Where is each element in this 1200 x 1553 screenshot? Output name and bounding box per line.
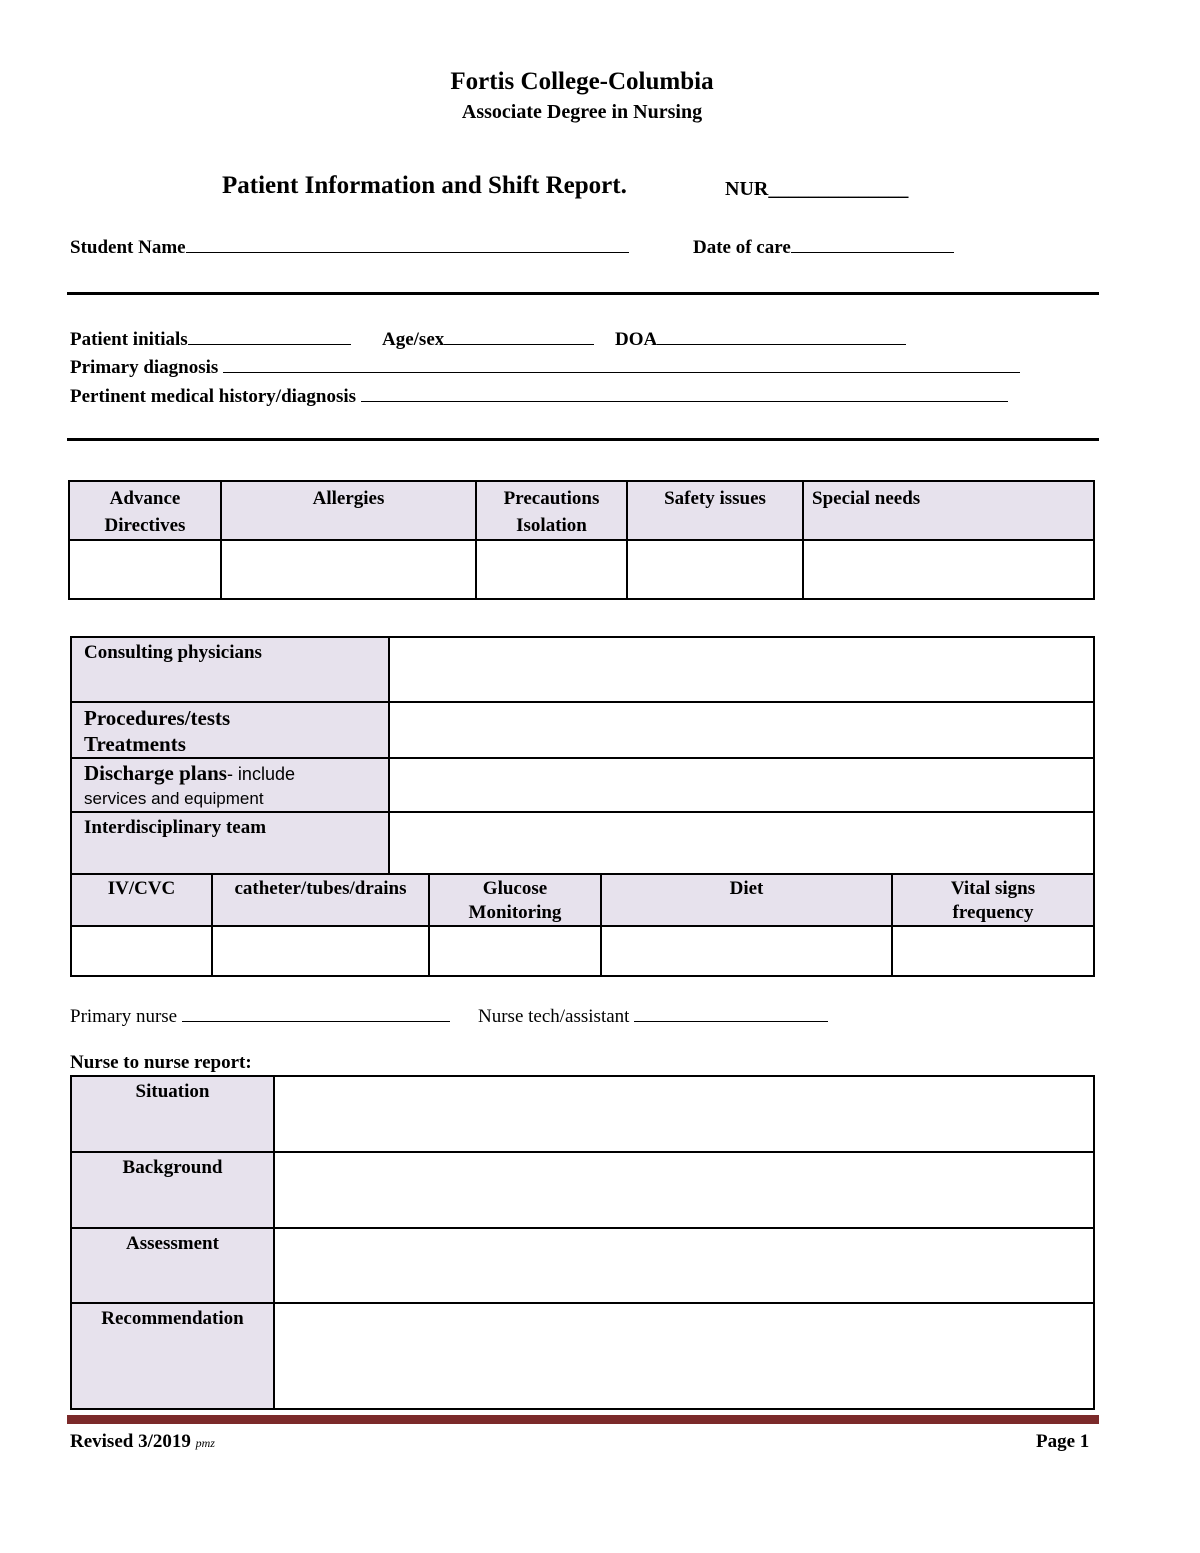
precautions-cell[interactable] — [476, 540, 627, 599]
student-name-blank[interactable] — [186, 234, 629, 253]
program-name: Associate Degree in Nursing — [461, 101, 703, 123]
medical-history-field[interactable] — [70, 383, 1008, 408]
section-divider — [67, 438, 1099, 441]
age-sex-field[interactable] — [382, 326, 594, 351]
footer-bar — [67, 1415, 1099, 1424]
procedures-cell[interactable] — [389, 702, 1094, 758]
header-iv-cvc: IV/CVC — [71, 874, 212, 926]
header-precautions: Precautions Isolation — [476, 481, 627, 540]
discharge-plans-label: Discharge plans- include services and equipment — [71, 758, 389, 812]
catheter-cell[interactable] — [212, 926, 429, 976]
advance-directives-cell[interactable] — [69, 540, 221, 599]
vital-signs-cell[interactable] — [892, 926, 1094, 976]
nurse-tech-blank[interactable] — [634, 1003, 828, 1022]
student-name-field[interactable] — [70, 234, 629, 259]
consulting-physicians-cell[interactable] — [389, 637, 1094, 702]
header-special-needs: Special needs — [803, 481, 1094, 540]
sbar-report-table — [70, 1075, 1095, 1410]
background-label: Background — [71, 1152, 274, 1228]
consulting-physicians-label: Consulting physicians — [71, 637, 389, 702]
special-needs-cell[interactable] — [803, 540, 1094, 599]
situation-label: Situation — [71, 1076, 274, 1152]
background-cell[interactable] — [274, 1152, 1094, 1228]
header-glucose: Glucose Monitoring — [429, 874, 601, 926]
recommendation-label: Recommendation — [71, 1303, 274, 1409]
header-advance-directives: Advance Directives — [69, 481, 221, 540]
patient-initials-label: Patient initials — [70, 329, 188, 350]
doa-blank[interactable] — [657, 326, 906, 345]
discharge-plans-cell[interactable] — [389, 758, 1094, 812]
college-name: Fortis College-Columbia — [450, 68, 714, 95]
care-coordination-table — [70, 636, 1095, 877]
situation-cell[interactable] — [274, 1076, 1094, 1152]
header-diet: Diet — [601, 874, 892, 926]
page-number: Page 1 — [1036, 1431, 1090, 1452]
diet-cell[interactable] — [601, 926, 892, 976]
course-number-field[interactable]: NUR______________ — [725, 178, 909, 200]
header-safety-issues: Safety issues — [627, 481, 803, 540]
safety-issues-cell[interactable] — [627, 540, 803, 599]
primary-diagnosis-field[interactable] — [70, 354, 1020, 379]
student-name-label: Student Name — [70, 237, 186, 258]
age-sex-blank[interactable] — [444, 326, 594, 345]
date-of-care-blank[interactable] — [791, 234, 954, 253]
assessment-label: Assessment — [71, 1228, 274, 1303]
primary-nurse-blank[interactable] — [182, 1003, 450, 1022]
age-sex-label: Age/sex — [382, 329, 445, 350]
primary-diagnosis-blank[interactable] — [223, 354, 1020, 373]
allergies-cell[interactable] — [221, 540, 476, 599]
interdisciplinary-label: Interdisciplinary team — [71, 812, 389, 876]
care-details-table — [70, 873, 1095, 977]
patient-needs-table — [68, 480, 1095, 600]
primary-nurse-field[interactable] — [70, 1003, 450, 1028]
glucose-cell[interactable] — [429, 926, 601, 976]
revision-date: Revised 3/2019 — [70, 1431, 191, 1452]
primary-diagnosis-label: Primary diagnosis — [70, 357, 219, 378]
header-allergies: Allergies — [221, 481, 476, 540]
medical-history-blank[interactable] — [361, 383, 1008, 402]
section-divider — [67, 292, 1099, 295]
revision-note — [70, 1431, 215, 1453]
assessment-cell[interactable] — [274, 1228, 1094, 1303]
date-of-care-label: Date of care — [693, 237, 791, 258]
patient-initials-blank[interactable] — [188, 326, 351, 345]
nurse-tech-label: Nurse tech/assistant — [478, 1006, 630, 1027]
revision-initials: pmz — [195, 1436, 215, 1450]
doa-field[interactable] — [615, 326, 906, 351]
doa-label: DOA — [615, 329, 658, 350]
report-title: Nurse to nurse report: — [70, 1052, 252, 1073]
header-vital-signs: Vital signs frequency — [892, 874, 1094, 926]
medical-history-label: Pertinent medical history/diagnosis — [70, 386, 357, 407]
patient-initials-field[interactable] — [70, 326, 351, 351]
recommendation-cell[interactable] — [274, 1303, 1094, 1409]
iv-cvc-cell[interactable] — [71, 926, 212, 976]
form-title: Patient Information and Shift Report. — [222, 172, 627, 199]
header-catheter: catheter/tubes/drains — [212, 874, 429, 926]
nurse-tech-field[interactable] — [478, 1003, 828, 1028]
date-of-care-field[interactable] — [693, 234, 954, 259]
procedures-label: Procedures/tests Treatments — [71, 702, 389, 758]
interdisciplinary-cell[interactable] — [389, 812, 1094, 876]
primary-nurse-label: Primary nurse — [70, 1006, 178, 1027]
